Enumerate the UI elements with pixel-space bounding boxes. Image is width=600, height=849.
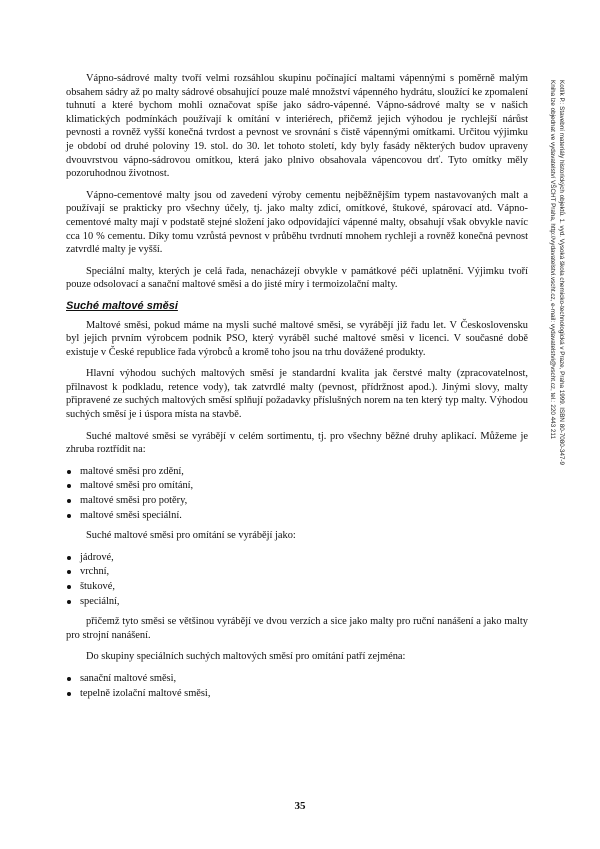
bullet-icon bbox=[67, 600, 71, 604]
plaster-types-list bbox=[66, 551, 528, 608]
paragraph-application-versions: přičemž tyto směsi se většinou vyrábějí ve dvou verzích a sice jako malty pro ruční nanášení a jako malty pro strojní nanášení. bbox=[66, 616, 528, 641]
list-item: maltové směsi pro omítání, bbox=[66, 479, 528, 493]
bullet-icon bbox=[67, 556, 71, 560]
bullet-icon bbox=[67, 570, 71, 574]
bullet-icon bbox=[67, 470, 71, 474]
paragraph-dry-mixes-intro: Maltové směsi, pokud máme na mysli suché maltové směsi, se vyrábějí již řadu let. V Československu byl jejich prvním výrobcem podnik PSO, který vyráběl suché maltové směsi v licenci. V současné době existuje v České republice řada výrobců a kromě toho jsou na trhu dovážené produkty. bbox=[66, 319, 528, 358]
section-heading: Suché maltové směsi bbox=[66, 299, 178, 312]
paragraph-dry-mixes-assortment: Suché maltové směsi se vyrábějí v celém sortimentu, tj. pro všechny běžné druhy aplikací. Můžeme je zhruba roztřídit na: bbox=[66, 430, 528, 456]
page-number: 35 bbox=[294, 800, 306, 812]
mix-types-list bbox=[66, 465, 528, 522]
list-item: speciální, bbox=[66, 595, 528, 609]
paragraph-plaster-mixes: Suché maltové směsi pro omítání se vyrábějí jako: bbox=[86, 530, 296, 542]
citation-side-note bbox=[526, 80, 566, 600]
bullet-icon bbox=[67, 677, 71, 681]
bullet-icon bbox=[67, 585, 71, 589]
bullet-icon bbox=[67, 514, 71, 518]
paragraph-lime-cement-mortars: Vápno-cementové malty jsou od zavedení výroby cementu nejběžnějším typem nastavovaných malt a používají se prakticky pro všechny účely, tj. jako malty zdicí, omítkové, štukové, spárovací atd. Vápno-cementové malty mají v podstatě stejné složení jako odpovídající vápenné malty, obsahují však obvykle navíc cca 10 % cementu. Díky tomu vzrůstá pevnost v průběhu tvrdnutí mnohem rychleji a rovněž konečná pevnost zatvrdlé malty je vyšší. bbox=[66, 189, 528, 256]
special-mixes-list bbox=[66, 672, 528, 700]
citation-line: Kotlík P.: Stavební materiály historických objektů. 1. vyd. Vysoká škola chemicko-technologická v Praze, Praha 1999. ISBN 80-7080-347-9 bbox=[558, 80, 565, 466]
bullet-icon bbox=[67, 499, 71, 503]
list-item: maltové směsi pro potěry, bbox=[66, 494, 528, 508]
paragraph-dry-mixes-advantages: Hlavní výhodou suchých maltových směsí je standardní kvalita jak čerstvé malty (zpracovatelnost, přilnavost k podkladu, retence vody), tak zatvrdlé malty (pevnost, přídržnost apod.). Jinými slovy, malty připravené ze suchých maltových směsí splňují požadavky příslušných norem na ten který typ malty. Výhodou suchých směsí je i úspora místa na stavbě. bbox=[66, 368, 528, 421]
list-item: jádrové, bbox=[66, 551, 528, 565]
main-text bbox=[66, 72, 528, 707]
paragraph-special-mortars: Speciální malty, kterých je celá řada, nenacházejí obvykle v památkové péči uplatnění. Výjimku tvoří pouze odsolovací a sanační maltové směsi a do jisté míry i termoizolační malty. bbox=[66, 265, 528, 291]
list-item: štukové, bbox=[66, 580, 528, 594]
bullet-icon bbox=[67, 692, 71, 696]
list-item: maltové směsi pro zdění, bbox=[66, 465, 528, 479]
order-info-line: Kniha lze objednat ve vydavatelství VŠCHT Praha, http://vydavatelstvi.vscht.cz, e-mail: vydavatelstvi@vscht.cz, tel.: 220 443 211 bbox=[549, 80, 556, 439]
bullet-icon bbox=[67, 484, 71, 488]
list-item: tepelně izolační maltové směsi, bbox=[66, 687, 528, 701]
list-item: maltové směsi speciální. bbox=[66, 509, 528, 523]
list-item: vrchní, bbox=[66, 565, 528, 579]
paragraph-special-plaster-mixes: Do skupiny speciálních suchých maltových směsí pro omítání patří zejména: bbox=[86, 651, 406, 663]
list-item: sanační maltové směsi, bbox=[66, 672, 528, 686]
paragraph-lime-gypsum-mortars: Vápno-sádrové malty tvoří velmi rozsáhlou skupinu počínající maltami vápennými s poměrně malým obsahem sádry až po malty sádrové obsahující pouze malé množství vápenného hydrátu, sloužící ke zpomalení tuhnutí a které bychom mohli označovat spíše jako sádro-vápenné. Vápno-sádrové malty se v našich klimatických podmínkách používají k omítání v interiérech, přičemž jejich výhodou je rychlejší nárůst pevnosti a rovněž vyšší konečná tvrdost a pevnost ve srovnání s čistě vápennými omítkami. Určitou výjimku je období od druhé poloviny 19. stol. do 30. let tohoto století, kdy byly fasády některých budov upraveny dvouvrstvou vápno-sádrovou omítkou, která jako plnivo obsahovala vápencovou drť. Tyto omítky měly pozoruhodnou životnost. bbox=[66, 73, 528, 180]
